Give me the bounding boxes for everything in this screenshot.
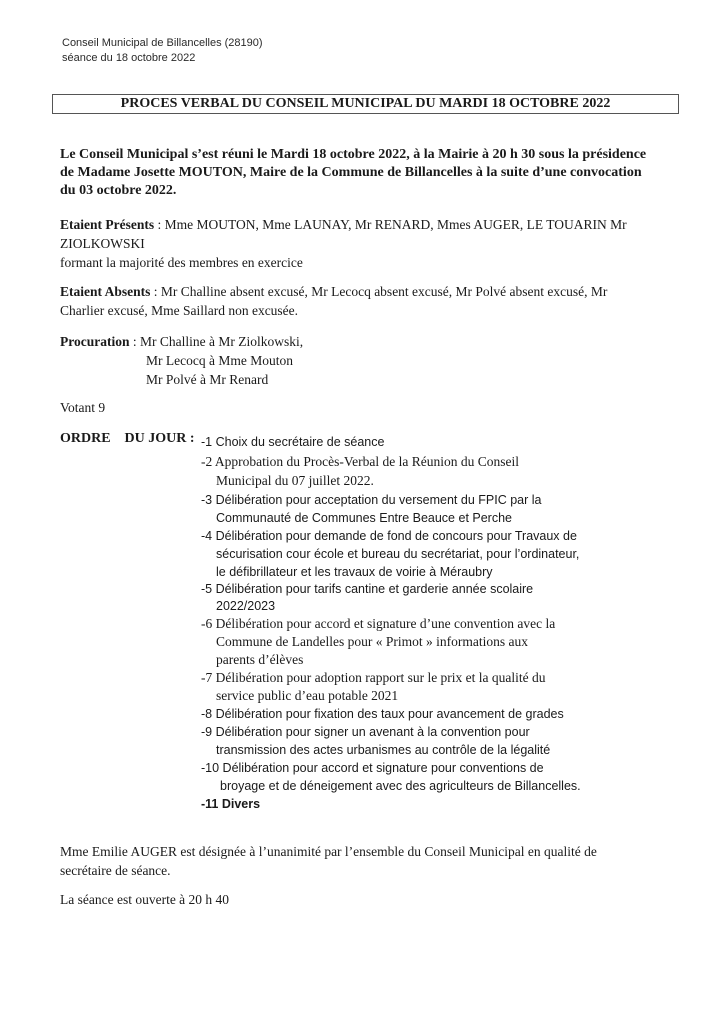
procuration-section [60,332,660,389]
intro-paragraph [60,146,660,200]
agenda-item: -10 Délibération pour accord et signature pour conventions de [201,761,544,775]
designation-line: secrétaire de séance. [60,863,171,878]
intro-line: du 03 octobre 2022. [60,183,177,198]
intro-line: de Madame Josette MOUTON, Maire de la Commune de Billancelles à la suite d’une convocation [60,165,642,180]
agenda-item: -5 Délibération pour tarifs cantine et garderie année scolaire [201,582,534,596]
agenda-item: -4 Délibération pour demande de fond de concours pour Travaux de [201,529,577,543]
procuration-text: : Mr Challine à Mr Ziolkowski, [129,334,304,349]
agenda-item: -1 Choix du secrétaire de séance [201,435,385,449]
agenda-item: -11 Divers [201,797,261,811]
agenda-item: -9 Délibération pour signer un avenant à la convention pour [201,725,530,739]
presents-label: Etaient Présents [60,217,155,232]
absents-text: : Mr Challine absent excusé, Mr Lecocq absent excusé, Mr Polvé absent excusé, Mr [150,284,608,299]
agenda-item: transmission des actes urbanismes au contrôle de la légalité [216,743,551,757]
presents-text: : Mme MOUTON, Mme LAUNAY, Mr RENARD, Mmes AUGER, LE TOUARIN Mr [154,217,627,232]
agenda-item: sécurisation cour école et bureau du secrétariat, pour l’ordinateur, [216,547,580,561]
agenda-item: -3 Délibération pour acceptation du versement du FPIC par la [201,493,542,507]
agenda-item: -2 Approbation du Procès-Verbal de la Réunion du Conseil [201,454,519,469]
agenda-item: parents d’élèves [216,652,304,667]
votant-count: Votant 9 [60,400,106,415]
intro-line: Le Conseil Municipal s’est réuni le Mardi 18 octobre 2022, à la Mairie à 20 h 30 sous la présidence [60,147,647,162]
designation-line: Mme Emilie AUGER est désignée à l’unanimité par l’ensemble du Conseil Municipal en qualité de [60,844,597,859]
absents-section [60,282,660,320]
agenda-item: le défibrillateur et les travaux de voirie à Méraubry [216,565,493,579]
presents-section [60,215,660,272]
session-opening: La séance est ouverte à 20 h 40 [60,892,230,907]
procuration-label: Procuration [60,334,130,349]
header-council: Conseil Municipal de Billancelles (28190) [62,37,263,49]
header-session-date: séance du 18 octobre 2022 [62,52,196,64]
procuration-text: Mr Polvé à Mr Renard [146,372,269,387]
document-title: PROCES VERBAL DU CONSEIL MUNICIPAL DU MARDI 18 OCTOBRE 2022 [52,94,679,114]
presents-text: ZIOLKOWSKI [60,236,145,251]
agenda-item: Commune de Landelles pour « Primot » informations aux [216,634,528,649]
ordre-du-jour-label: ORDRE DU JOUR : [60,431,199,446]
agenda-item: broyage et de déneigement avec des agriculteurs de Billancelles. [220,779,581,793]
agenda-item: -6 Délibération pour accord et signature d’une convention avec la [201,616,556,631]
agenda-item: service public d’eau potable 2021 [216,688,399,703]
agenda-item: Municipal du 07 juillet 2022. [216,473,374,488]
procuration-text: Mr Lecocq à Mme Mouton [146,353,293,368]
absents-text: Charlier excusé, Mme Saillard non excusée. [60,303,299,318]
presents-text: formant la majorité des membres en exercice [60,255,303,270]
agenda-item: -7 Délibération pour adoption rapport sur le prix et la qualité du [201,670,546,685]
agenda-item: Communauté de Communes Entre Beauce et Perche [216,511,512,525]
agenda-item: -8 Délibération pour fixation des taux pour avancement de grades [201,707,564,721]
secretary-designation [60,842,660,880]
agenda-item: 2022/2023 [216,599,276,613]
absents-label: Etaient Absents [60,284,151,299]
